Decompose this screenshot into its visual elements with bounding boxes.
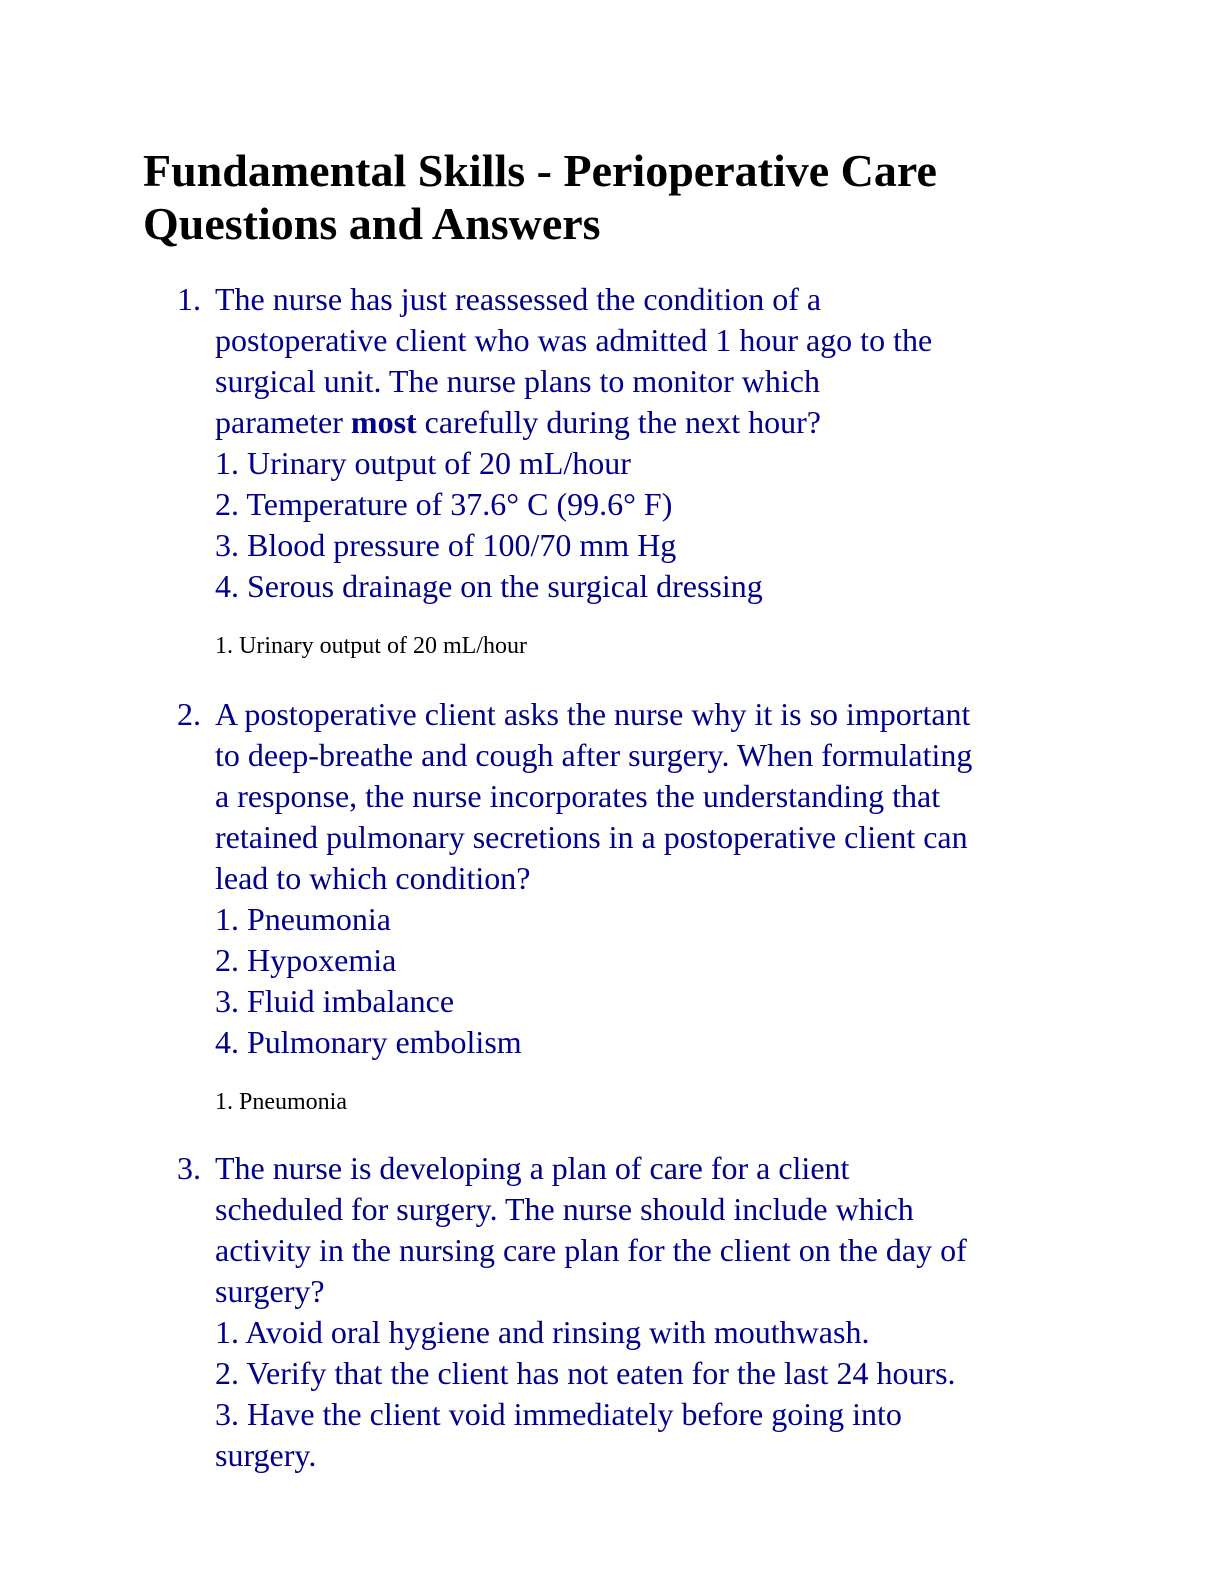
question-number: 1. <box>177 281 201 317</box>
question-line: lead to which condition? <box>215 860 531 896</box>
answer-option: 2. Temperature of 37.6° C (99.6° F) <box>215 486 673 522</box>
answer-option: 2. Verify that the client has not eaten for the last 24 hours. <box>215 1355 956 1391</box>
answer-options <box>143 899 1083 1063</box>
question-line: scheduled for surgery. The nurse should include which <box>215 1191 914 1227</box>
question-text <box>143 279 1083 443</box>
question-text <box>143 1148 1083 1312</box>
document-title <box>143 144 1143 250</box>
answer-option: 1. Urinary output of 20 mL/hour <box>215 445 631 481</box>
question-line: The nurse has just reassessed the condition of a <box>215 281 822 317</box>
correct-answer: 1. Urinary output of 20 mL/hour <box>215 633 527 659</box>
question-line: The nurse is developing a plan of care for a client <box>215 1150 850 1186</box>
question-line: postoperative client who was admitted 1 hour ago to the <box>215 322 933 358</box>
question-line: retained pulmonary secretions in a postoperative client can <box>215 819 968 855</box>
answer-options <box>143 1312 1083 1476</box>
answer-option: 1. Avoid oral hygiene and rinsing with mouthwash. <box>215 1314 870 1350</box>
question-line: A postoperative client asks the nurse why it is so important <box>215 696 971 732</box>
answer-options <box>143 443 1083 607</box>
question-line: to deep-breathe and cough after surgery. When formulating <box>215 737 973 773</box>
answer-option: 2. Hypoxemia <box>215 942 397 978</box>
answer-option: 3. Have the client void immediately before going into <box>215 1396 902 1432</box>
question-text-segment: parameter <box>215 404 351 440</box>
correct-answer: 1. Pneumonia <box>215 1089 347 1115</box>
question-line: a response, the nurse incorporates the understanding that <box>215 778 941 814</box>
answer-option: 1. Pneumonia <box>215 901 391 937</box>
answer-option: 4. Pulmonary embolism <box>215 1024 522 1060</box>
answer-option: 3. Blood pressure of 100/70 mm Hg <box>215 527 677 563</box>
question-line: surgery? <box>215 1273 325 1309</box>
title-line-2: Questions and Answers <box>143 198 601 249</box>
title-line-1: Fundamental Skills - Perioperative Care <box>143 145 937 196</box>
answer-option: 3. Fluid imbalance <box>215 983 455 1019</box>
question-line: activity in the nursing care plan for the client on the day of <box>215 1232 967 1268</box>
question-text <box>143 694 1083 899</box>
question-text-segment: carefully during the next hour? <box>416 404 821 440</box>
question-line: surgical unit. The nurse plans to monitor which <box>215 363 820 399</box>
emphasis-word: most <box>350 404 417 440</box>
question-number: 2. <box>177 696 201 732</box>
question-line <box>215 402 1083 443</box>
question-1 <box>143 279 1083 661</box>
question-3 <box>143 1148 1083 1476</box>
answer-option: 4. Serous drainage on the surgical dressing <box>215 568 763 604</box>
question-number: 3. <box>177 1150 201 1186</box>
answer-option: surgery. <box>215 1437 317 1473</box>
question-2 <box>143 694 1083 1117</box>
